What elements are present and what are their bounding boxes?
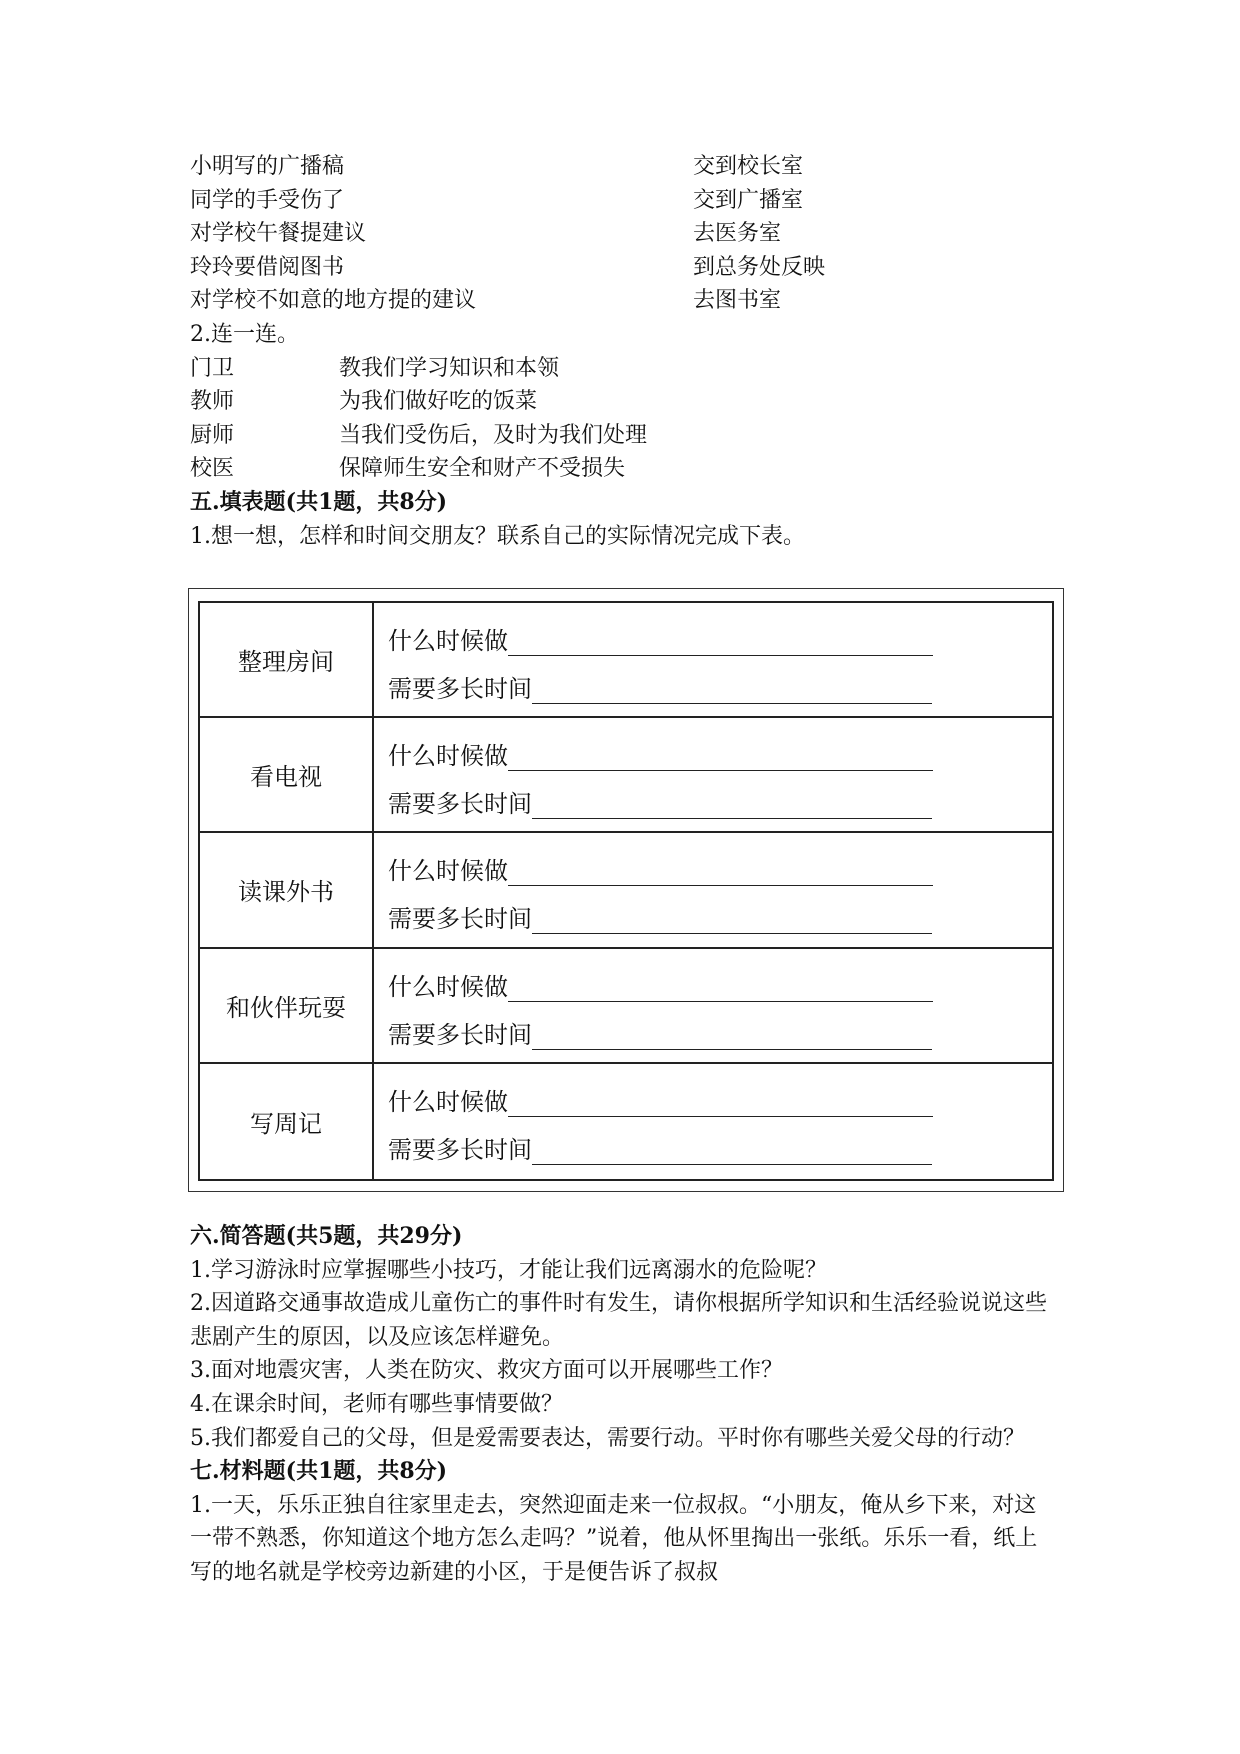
- section-5-question: 1.想一想，怎样和时间交朋友？联系自己的实际情况完成下表。: [190, 523, 805, 549]
- when-field: [388, 1082, 933, 1117]
- when-label: 什么时候做: [388, 1087, 508, 1116]
- match-left: 对学校午餐提建议: [190, 221, 367, 247]
- match-left: 同学的手受伤了: [190, 187, 345, 213]
- match-row: [190, 251, 1050, 285]
- duration-label: 需要多长时间: [388, 905, 532, 934]
- table-row: [200, 949, 1052, 1064]
- pair-row: [190, 385, 1050, 419]
- match-row: [190, 184, 1050, 218]
- section-7-heading: 七.材料题(共1题，共8分): [190, 1458, 448, 1485]
- duration-blank[interactable]: [532, 907, 932, 934]
- when-field: [388, 736, 933, 771]
- when-field: [388, 967, 933, 1002]
- pair-right: 教我们学习知识和本领: [339, 355, 560, 381]
- pair-right: 当我们受伤后，及时为我们处理: [339, 422, 648, 448]
- match-row: [190, 217, 1050, 251]
- section-6-question: 1.学习游泳时应掌握哪些小技巧，才能让我们远离溺水的危险呢？: [190, 1257, 827, 1283]
- when-blank[interactable]: [508, 1090, 933, 1117]
- duration-field: [388, 669, 932, 704]
- duration-field: [388, 784, 932, 819]
- table-row: [200, 603, 1052, 718]
- when-label: 什么时候做: [388, 857, 508, 886]
- when-label: 什么时候做: [388, 742, 508, 771]
- match-right: 去医务室: [693, 221, 782, 247]
- match-row: [190, 284, 1050, 318]
- when-label: 什么时候做: [388, 627, 508, 655]
- pair-left: 门卫: [190, 355, 235, 381]
- duration-field: [388, 1015, 932, 1050]
- when-field: [388, 621, 933, 656]
- when-field: [388, 851, 933, 886]
- section-6-heading: 六.简答题(共5题，共29分): [190, 1223, 463, 1249]
- duration-label: 需要多长时间: [388, 1020, 532, 1049]
- pair-left: 校医: [190, 456, 235, 482]
- table-row: [200, 833, 1052, 948]
- duration-field: [388, 899, 932, 934]
- activity-label: 写周记: [200, 1064, 374, 1179]
- section-6-question: 5.我们都爱自己的父母，但是爱需要表达，需要行动。平时你有哪些关爱父母的行动？: [190, 1425, 1025, 1451]
- pair-row: [190, 419, 1050, 453]
- match-right: 到总务处反映: [693, 254, 826, 280]
- table-row: [200, 718, 1052, 833]
- pair-right: 保障师生安全和财产不受损失: [339, 456, 626, 482]
- when-label: 什么时候做: [388, 972, 508, 1001]
- when-blank[interactable]: [508, 744, 933, 771]
- when-blank[interactable]: [508, 859, 933, 886]
- match-row: [190, 150, 1050, 184]
- table-row: [200, 1064, 1052, 1179]
- section-5-heading: 五.填表题(共1题，共8分): [190, 488, 448, 515]
- duration-label: 需要多长时间: [388, 1135, 532, 1164]
- question-2-title: 2.连一连。: [190, 321, 299, 347]
- duration-label: 需要多长时间: [388, 790, 532, 819]
- pair-row: [190, 452, 1050, 486]
- section-6-question: 2.因道路交通事故造成儿童伤亡的事件时有发生，请你根据所学知识和生活经验说说这些悲剧产生的原因，以及应该怎样避免。: [190, 1291, 1047, 1350]
- match-right: 交到校长室: [693, 154, 804, 179]
- duration-label: 需要多长时间: [388, 675, 532, 703]
- duration-field: [388, 1130, 932, 1165]
- pair-row: [190, 352, 1050, 386]
- match-left: 玲玲要借阅图书: [190, 254, 345, 280]
- time-table: [198, 601, 1054, 1181]
- match-right: 交到广播室: [693, 187, 804, 213]
- pair-right: 为我们做好吃的饭菜: [339, 389, 538, 415]
- duration-blank[interactable]: [532, 792, 932, 819]
- match-left: 对学校不如意的地方提的建议: [190, 288, 477, 314]
- duration-blank[interactable]: [532, 677, 932, 704]
- activity-label: 看电视: [200, 718, 374, 831]
- pair-left: 教师: [190, 389, 235, 415]
- pair-left: 厨师: [190, 422, 235, 448]
- match-right: 去图书室: [693, 288, 782, 314]
- activity-label: 整理房间: [200, 603, 374, 716]
- section-7-passage: 1.一天，乐乐正独自往家里走去，突然迎面走来一位叔叔。“小朋友，俺从乡下来，对这一带不熟悉，你知道这个地方怎么走吗？”说着，他从怀里掏出一张纸。乐乐一看，纸上写的地名就是学校旁边新建的小区，于是便告诉了叔叔: [190, 1492, 1038, 1585]
- duration-blank[interactable]: [532, 1023, 932, 1050]
- duration-blank[interactable]: [532, 1138, 932, 1165]
- match-left: 小明写的广播稿: [190, 154, 345, 179]
- lower-content: [190, 1220, 1050, 1590]
- activity-label: 读课外书: [200, 833, 374, 946]
- when-blank[interactable]: [508, 629, 933, 656]
- upper-content: [190, 150, 1050, 553]
- when-blank[interactable]: [508, 975, 933, 1002]
- section-6-question: 4.在课余时间，老师有哪些事情要做？: [190, 1391, 563, 1417]
- section-6-question: 3.面对地震灾害，人类在防灾、救灾方面可以开展哪些工作？: [190, 1358, 783, 1384]
- activity-label: 和伙伴玩耍: [200, 949, 374, 1062]
